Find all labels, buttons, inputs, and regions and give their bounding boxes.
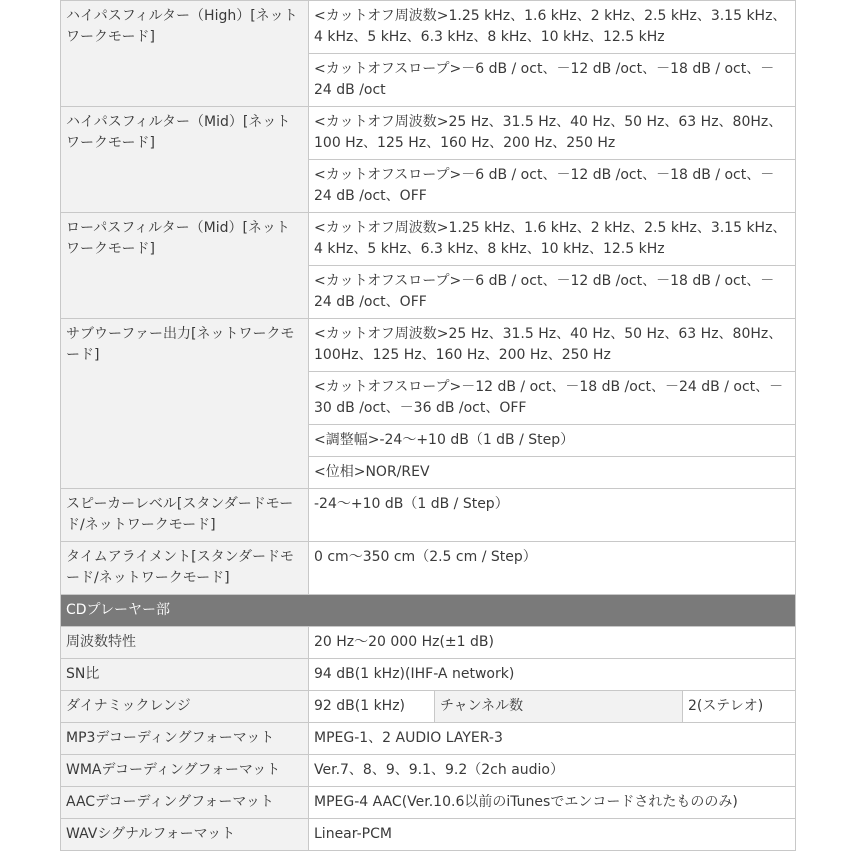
row-value: <カットオフ周波数>1.25 kHz、1.6 kHz、2 kHz、2.5 kHz、3.15 kHz、4 kHz、5 kHz、6.3 kHz、8 kHz、10 kHz、12.5 kHz xyxy=(309,1,796,54)
row-value: <位相>NOR/REV xyxy=(309,457,796,489)
table-row xyxy=(61,542,796,595)
row-value: MPEG-1、2 AUDIO LAYER-3 xyxy=(309,723,796,755)
channel-label: チャンネル数 xyxy=(435,691,683,723)
row-value: <カットオフスロープ>－6 dB / oct、－12 dB /oct、－18 dB / oct、－24 dB /oct、OFF xyxy=(309,266,796,319)
channel-value: 2(ステレオ) xyxy=(683,691,796,723)
row-value: MPEG-4 AAC(Ver.10.6以前のiTunesでエンコードされたもののみ) xyxy=(309,787,796,819)
row-value: Ver.7、8、9、9.1、9.2（2ch audio） xyxy=(309,755,796,787)
row-value: <調整幅>-24～+10 dB（1 dB / Step） xyxy=(309,425,796,457)
row-value: 0 cm～350 cm（2.5 cm / Step） xyxy=(309,542,796,595)
row-label: スピーカーレベル[スタンダードモード/ネットワークモード] xyxy=(61,489,309,542)
row-label: タイムアライメント[スタンダードモード/ネットワークモード] xyxy=(61,542,309,595)
table-row xyxy=(61,319,796,372)
table-row xyxy=(61,755,796,787)
row-label: ハイパスフィルター（High）[ネットワークモード] xyxy=(61,1,309,107)
row-label: MP3デコーディングフォーマット xyxy=(61,723,309,755)
row-value: Linear-PCM xyxy=(309,819,796,851)
row-label: SN比 xyxy=(61,659,309,691)
row-label: ローパスフィルター（Mid）[ネットワークモード] xyxy=(61,213,309,319)
row-label: WMAデコーディングフォーマット xyxy=(61,755,309,787)
row-label: AACデコーディングフォーマット xyxy=(61,787,309,819)
row-value: 92 dB(1 kHz) xyxy=(309,691,435,723)
row-label: WAVシグナルフォーマット xyxy=(61,819,309,851)
table-row xyxy=(61,819,796,851)
row-value: 94 dB(1 kHz)(IHF-A network) xyxy=(309,659,796,691)
row-value: <カットオフ周波数>1.25 kHz、1.6 kHz、2 kHz、2.5 kHz、3.15 kHz、4 kHz、5 kHz、6.3 kHz、8 kHz、10 kHz、12.5 kHz xyxy=(309,213,796,266)
row-value: 20 Hz～20 000 Hz(±1 dB) xyxy=(309,627,796,659)
spec-table xyxy=(60,0,796,851)
row-label: ダイナミックレンジ xyxy=(61,691,309,723)
row-value: -24～+10 dB（1 dB / Step） xyxy=(309,489,796,542)
table-row xyxy=(61,107,796,160)
section-title: CDプレーヤー部 xyxy=(61,595,796,627)
row-value: <カットオフ周波数>25 Hz、31.5 Hz、40 Hz、50 Hz、63 Hz、80Hz、100 Hz、125 Hz、160 Hz、200 Hz、250 Hz xyxy=(309,107,796,160)
row-value: <カットオフ周波数>25 Hz、31.5 Hz、40 Hz、50 Hz、63 Hz、80Hz、100Hz、125 Hz、160 Hz、200 Hz、250 Hz xyxy=(309,319,796,372)
section-header-row xyxy=(61,595,796,627)
row-value: <カットオフスロープ>－12 dB / oct、－18 dB /oct、－24 dB / oct、－30 dB /oct、－36 dB /oct、OFF xyxy=(309,372,796,425)
table-row xyxy=(61,691,796,723)
row-label: 周波数特性 xyxy=(61,627,309,659)
table-row xyxy=(61,627,796,659)
table-row xyxy=(61,659,796,691)
table-row xyxy=(61,787,796,819)
table-row xyxy=(61,213,796,266)
table-row xyxy=(61,489,796,542)
table-row xyxy=(61,723,796,755)
row-label: ハイパスフィルター（Mid）[ネットワークモード] xyxy=(61,107,309,213)
row-label: サブウーファー出力[ネットワークモード] xyxy=(61,319,309,489)
row-value: <カットオフスロープ>－6 dB / oct、－12 dB /oct、－18 dB / oct、－24 dB /oct xyxy=(309,54,796,107)
row-value: <カットオフスロープ>－6 dB / oct、－12 dB /oct、－18 dB / oct、－24 dB /oct、OFF xyxy=(309,160,796,213)
table-row xyxy=(61,1,796,54)
